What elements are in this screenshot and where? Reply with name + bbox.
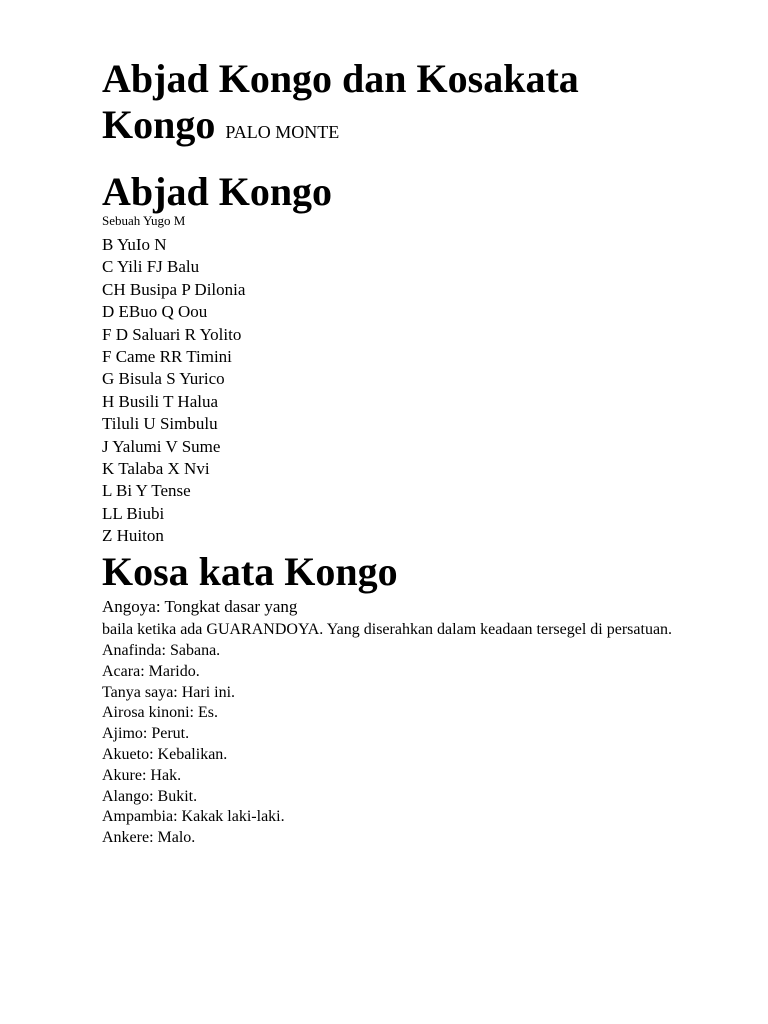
vocab-entry: Alango: Bukit. <box>102 787 198 805</box>
alphabet-line: Tiluli U Simbulu <box>102 414 218 434</box>
section-heading-kosakata: Kosa kata Kongo <box>102 549 398 594</box>
alphabet-line: K Talaba X Nvi <box>102 459 210 479</box>
alphabet-line: LL Biubi <box>102 503 165 523</box>
vocab-entry: Akure: Hak. <box>102 766 182 784</box>
vocab-entry: Tanya saya: Hari ini. <box>102 683 236 701</box>
alphabet-line: F Came RR Timini <box>102 347 232 367</box>
section-heading-abjad: Abjad Kongo <box>102 169 333 214</box>
page-subtitle: PALO MONTE <box>225 122 340 142</box>
alphabet-line: G Bisula S Yurico <box>102 369 225 389</box>
vocabulary-list <box>102 596 702 849</box>
vocab-entry: Ajimo: Perut. <box>102 725 190 743</box>
vocab-entry: baila ketika ada GUARANDOYA. Yang diserahkan dalam keadaan tersegel di persatuan. <box>102 621 673 638</box>
abjad-note: Sebuah Yugo M <box>102 213 186 228</box>
alphabet-line: B YuIo N <box>102 235 167 254</box>
page-title <box>102 56 662 148</box>
vocab-entry: Anafinda: Sabana. <box>102 642 221 659</box>
alphabet-line: J Yalumi V Sume <box>102 436 221 456</box>
vocab-entry: Ampambia: Kakak laki-laki. <box>102 808 285 826</box>
alphabet-list <box>102 234 245 548</box>
vocab-entry: Angoya: Tongkat dasar yang <box>102 597 298 616</box>
alphabet-line: L Bi Y Tense <box>102 481 191 501</box>
page-title-text: Abjad Kongo dan Kosakata Kongo <box>102 56 579 147</box>
vocab-entry: Akueto: Kebalikan. <box>102 745 228 763</box>
alphabet-line: C Yili FJ Balu <box>102 257 200 277</box>
alphabet-line: H Busili T Halua <box>102 391 219 411</box>
alphabet-line: Z Huiton <box>102 526 164 546</box>
vocab-entry: Airosa kinoni: Es. <box>102 704 218 722</box>
vocab-entry: Ankere: Malo. <box>102 829 196 847</box>
alphabet-line: CH Busipa P Dilonia <box>102 279 246 299</box>
alphabet-line: D EBuo Q Oou <box>102 302 208 322</box>
vocab-entry: Acara: Marido. <box>102 662 200 680</box>
alphabet-line: F D Saluari R Yolito <box>102 324 242 344</box>
